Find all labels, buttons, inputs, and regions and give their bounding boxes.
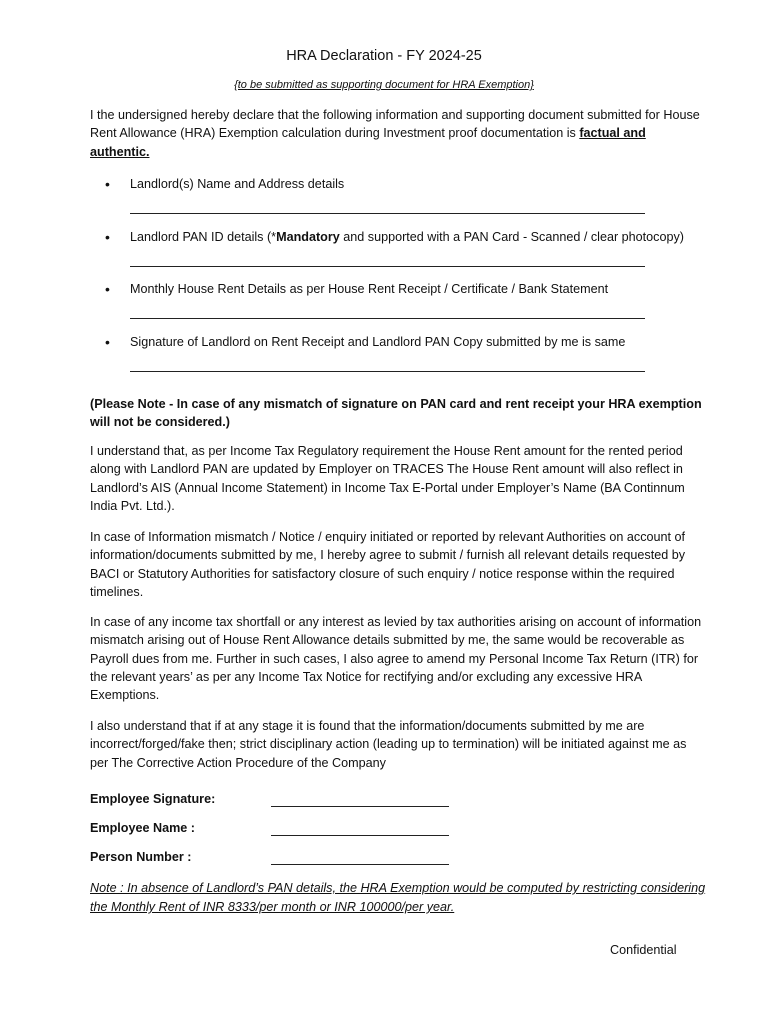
employee-name-label: Employee Name :: [90, 821, 195, 835]
intro-text: I the undersigned hereby declare that the following information and supporting document submitted for House Rent Allowance (HRA) Exemption calculation during Investment proof documentation is: [90, 108, 700, 141]
intro-paragraph: [90, 106, 706, 161]
person-number-label: Person Number :: [90, 850, 192, 864]
fill-in-line[interactable]: [130, 213, 645, 214]
document-title: HRA Declaration - FY 2024-25: [286, 48, 482, 64]
bullet-dot: •: [105, 229, 110, 245]
list-item-text: Landlord(s) Name and Address details: [130, 177, 345, 191]
person-number-row: [90, 850, 490, 868]
document-subtitle: {to be submitted as supporting document for HRA Exemption}: [234, 79, 534, 91]
employee-name-row: [90, 821, 490, 839]
please-note: (Please Note - In case of any mismatch of signature on PAN card and rent receipt your HRA exemption will not be considered.): [90, 397, 702, 430]
paragraph-disciplinary: I also understand that if at any stage it is found that the information/documents submitted by me are incorrect/forged/fake then; strict disciplinary action (leading up to termination) will be initiated against me as per The Corrective Action Procedure of the Company: [90, 719, 687, 770]
employee-name-line[interactable]: [271, 835, 449, 836]
list-item-text: Monthly House Rent Details as per House Rent Receipt / Certificate / Bank Statement: [130, 282, 609, 296]
fill-in-line[interactable]: [130, 318, 645, 319]
intro-emphasis: factual and authentic.: [90, 126, 646, 159]
employee-signature-label: Employee Signature:: [90, 792, 216, 806]
paragraph-traces: I understand that, as per Income Tax Regulatory requirement the House Rent amount for the rented period along with Landlord PAN are updated by Employer on TRACES The House Rent amount will also reflect in Landlord’s AIS (Annual Income Statement) in Income Tax E-Portal under Employer’s Name (BA Continnum India Pvt. Ltd.).: [90, 444, 685, 513]
paragraph-shortfall: In case of any income tax shortfall or any interest as levied by tax authorities arising on account of information mismatch arising out of House Rent Allowance details submitted by me, the same would be recoverable as Payroll dues from me. Further in such cases, I also agree to amend my Personal Income Tax Return (ITR) for the relevant years’ as per any Income Tax Notice for rectifying and/or excluding any excessive HRA Exemptions.: [90, 615, 702, 703]
employee-signature-line[interactable]: [271, 806, 449, 807]
person-number-line[interactable]: [271, 864, 449, 865]
bullet-dot: •: [105, 334, 110, 350]
paragraph-mismatch: In case of Information mismatch / Notice / enquiry initiated or reported by relevant Authorities on account of information/documents submitted by me, I hereby agree to submit / furnish all relevant details requested by BACI or Statutory Authorities for satisfactory closure of such enquiry / notice response within the required timelines.: [90, 530, 686, 599]
confidential-label: Confidential: [610, 943, 677, 957]
list-item-text: Landlord PAN ID details (*Mandatory and supported with a PAN Card - Scanned / clear photocopy): [130, 230, 684, 244]
list-item-text: Signature of Landlord on Rent Receipt and Landlord PAN Copy submitted by me is same: [130, 335, 626, 349]
bullet-dot: •: [105, 176, 110, 192]
fill-in-line[interactable]: [130, 371, 645, 372]
fill-in-line[interactable]: [130, 266, 645, 267]
employee-signature-row: [90, 792, 490, 810]
bullet-dot: •: [105, 281, 110, 297]
footer-note: Note : In absence of Landlord’s PAN details, the HRA Exemption would be computed by restricting considering the Monthly Rent of INR 8333/per month or INR 100000/per year.: [90, 881, 706, 914]
